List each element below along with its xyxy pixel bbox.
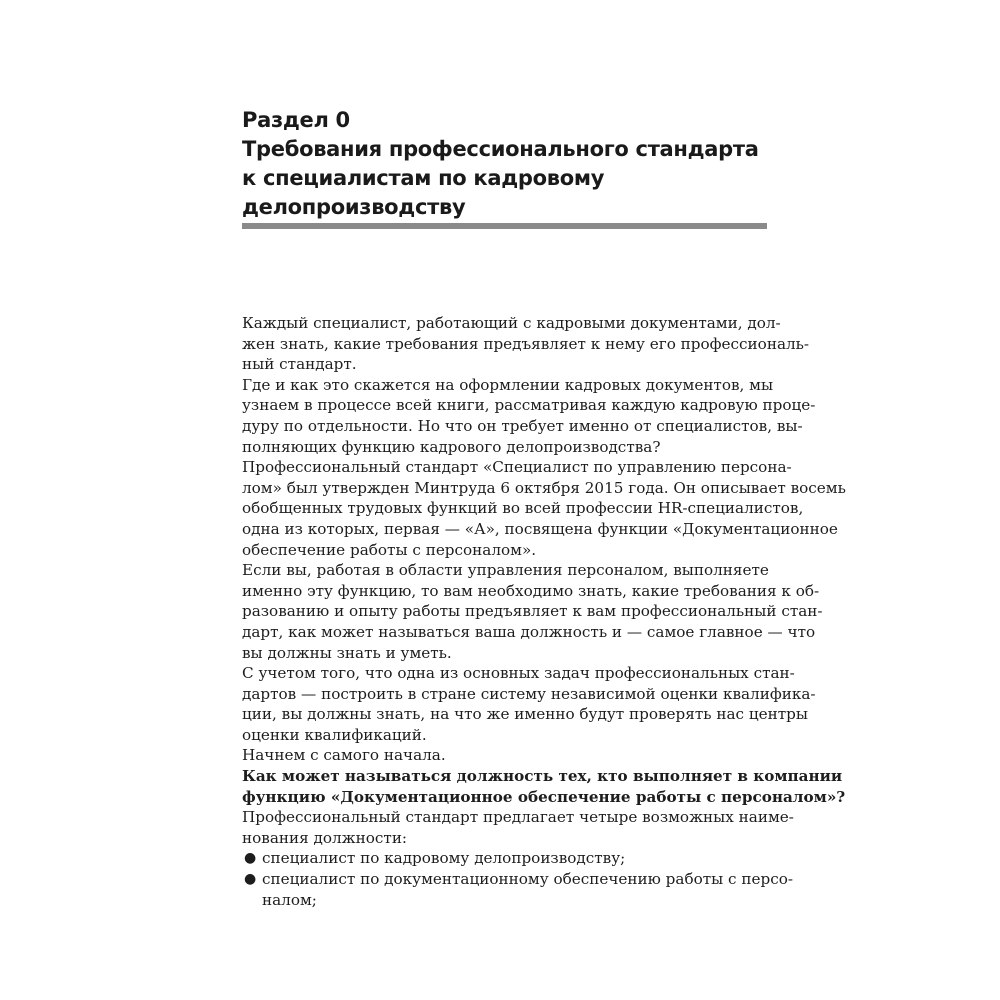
text-line: С учетом того, что одна из основных задач профессиональных стан-: [242, 664, 795, 683]
list-item: [242, 848, 767, 869]
text-line: Профессиональный стандарт предлагает четыре возможных наиме-: [242, 808, 794, 827]
paragraph-6: [242, 745, 767, 766]
list-item: [242, 869, 794, 910]
text-line: лом» был утвержден Минтруда 6 октября 2015 года. Он описывает восемь: [242, 478, 846, 497]
heading-rule: [242, 223, 767, 229]
text-line: узнаем в процессе всей книги, рассматривая каждую кадровую проце-: [242, 396, 816, 415]
body-text: [242, 313, 846, 910]
text-line: Если вы, работая в области управления персоналом, выполняете: [242, 561, 769, 580]
text-line: специалист по кадровому делопроизводству;: [262, 849, 626, 868]
paragraph-4: [242, 560, 823, 663]
bullet-icon: ●: [244, 850, 257, 867]
text-line: одна из которых, первая — «А», посвящена функции «Документационное: [242, 519, 838, 538]
paragraph-2: [242, 375, 816, 457]
text-line: ный стандарт.: [242, 355, 357, 374]
text-line: нования должности:: [242, 828, 408, 847]
text-line: ции, вы должны знать, на что же именно будут проверять нас центры: [242, 705, 808, 724]
paragraph-5: [242, 663, 816, 745]
section-title-line-3: делопроизводству: [242, 195, 466, 219]
paragraph-8: [242, 807, 794, 848]
text-line: обобщенных трудовых функций во всей профессии HR-специалистов,: [242, 499, 804, 518]
text-line: оценки квалификаций.: [242, 725, 427, 744]
text-line: вы должны знать и уметь.: [242, 643, 452, 662]
text-line: именно эту функцию, то вам необходимо знать, какие требования к об-: [242, 581, 820, 600]
text-line: дартов — построить в стране систему независимой оценки квалифика-: [242, 684, 816, 703]
text-line: Где и как это скажется на оформлении кадровых документов, мы: [242, 375, 774, 394]
bullet-list: [242, 848, 794, 910]
text-line: Как может называться должность тех, кто выполняет в компании: [242, 767, 843, 786]
section-number: Раздел 0: [242, 108, 350, 132]
paragraph-3: [242, 457, 846, 560]
bullet-icon: ●: [244, 871, 257, 888]
text-line: Профессиональный стандарт «Специалист по управлению персона-: [242, 458, 792, 477]
paragraph-7-question: [242, 766, 846, 807]
text-line: разованию и опыту работы предъявляет к вам профессиональный стан-: [242, 602, 823, 621]
section-title-line-2: к специалистам по кадровому: [242, 166, 605, 190]
text-line: Каждый специалист, работающий с кадровыми документами, дол-: [242, 314, 781, 332]
text-line: специалист по документационному обеспечению работы с персо-: [262, 870, 794, 889]
text-line: функцию «Документационное обеспечение работы с персоналом»?: [242, 787, 846, 806]
text-line: обеспечение работы с персоналом».: [242, 540, 537, 559]
section-heading: [242, 106, 802, 222]
section-title-line-1: Требования профессионального стандарта: [242, 137, 759, 161]
text-line: налом;: [262, 890, 317, 909]
text-line: дарт, как может называться ваша должность и — самое главное — что: [242, 622, 816, 641]
text-line: дуру по отдельности. Но что он требует именно от специалистов, вы-: [242, 416, 803, 435]
text-line: жен знать, какие требования предъявляет к нему его профессиональ-: [242, 334, 810, 353]
text-line: Начнем с самого начала.: [242, 746, 446, 765]
paragraph-1: [242, 313, 810, 375]
text-line: полняющих функцию кадрового делопроизводства?: [242, 437, 661, 456]
